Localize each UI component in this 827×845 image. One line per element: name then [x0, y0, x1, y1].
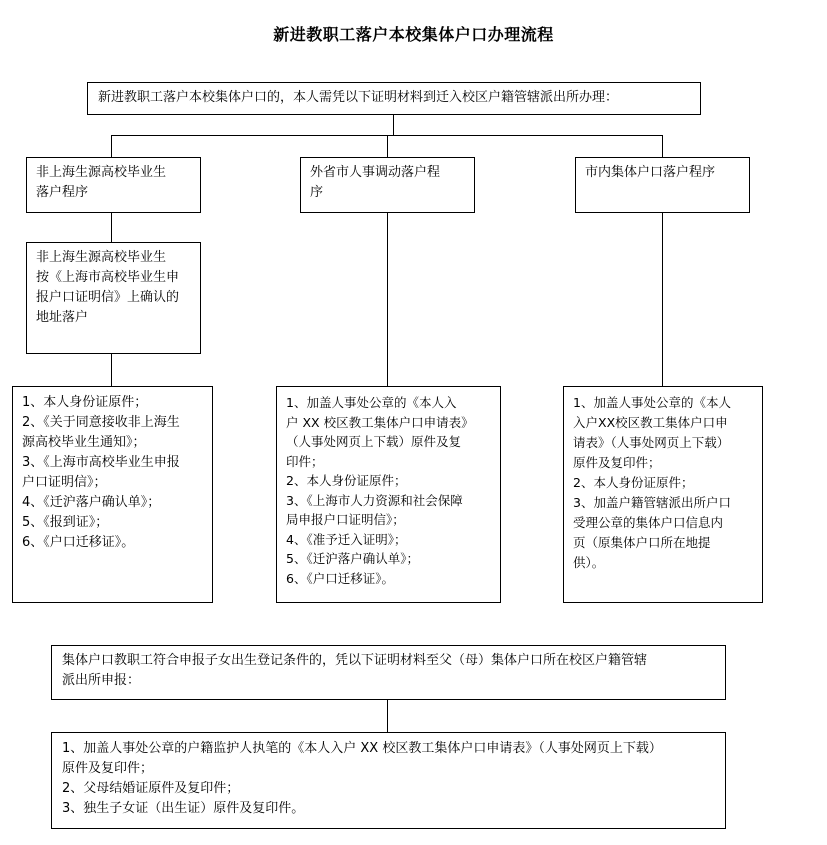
- list-item: 页（原集体户口所在地提: [573, 535, 711, 550]
- middle-branch-header: [300, 157, 475, 213]
- list-item: （人事处网页上下载）原件及复: [286, 434, 462, 449]
- connector-left-note-items: [111, 353, 112, 386]
- header-line: 市内集体户口落户程序: [585, 165, 716, 180]
- connector-child-intro-items: [387, 699, 388, 732]
- list-item: 源高校毕业生通知》；: [22, 435, 146, 450]
- connector-middle-header-items: [387, 212, 388, 386]
- list-item: 3、《上海市人力资源和社会保障: [286, 492, 463, 508]
- connector-left-header-note: [111, 212, 112, 242]
- connector-middle-drop: [387, 135, 388, 157]
- intro-box: [87, 82, 701, 115]
- list-item: 4、《准予迁入证明》；: [286, 531, 407, 547]
- list-item: 5、《报到证》；: [22, 515, 109, 530]
- list-item: 6、《户口迁移证》。: [22, 535, 135, 550]
- list-item: 2、父母结婚证原件及复印件；: [62, 781, 240, 796]
- list-item: 受理公章的集体户口信息内: [573, 515, 724, 530]
- list-item: 6、《户口迁移证》。: [286, 570, 394, 586]
- list-item: 原件及复印件；: [573, 455, 661, 470]
- header-line: 外省市人事调动落户程: [310, 165, 441, 180]
- header-line: 序: [310, 185, 324, 200]
- list-item: 5、《迁沪落户确认单》；: [286, 551, 419, 566]
- list-item: 2、本人身份证原件；: [573, 475, 694, 490]
- connector-intro-down: [393, 114, 394, 136]
- list-item: 入户XX校区教工集体户口申: [573, 415, 728, 430]
- list-item: 户 XX 校区教工集体户口申请表》: [286, 414, 474, 430]
- list-item: 1、加盖人事处公章的《本人: [573, 395, 731, 410]
- list-item: 2、本人身份证原件；: [286, 473, 407, 488]
- child-intro-box: [51, 645, 726, 700]
- connector-right-header-items: [662, 212, 663, 386]
- right-branch-header: [575, 157, 750, 213]
- header-line: 非上海生源高校毕业生: [36, 165, 167, 180]
- note-line: 地址落户: [36, 310, 89, 325]
- note-line: 报户口证明信》上确认的: [36, 290, 180, 305]
- list-item: 1、加盖人事处公章的《本人入: [286, 395, 457, 410]
- intro-text: 新进教职工落户本校集体户口的，本人需凭以下证明材料到迁入校区户籍管辖派出所办理：: [98, 90, 619, 105]
- list-item: 3、《上海市高校毕业生申报: [22, 455, 180, 470]
- list-item: 局申报户口证明信》；: [286, 512, 405, 527]
- list-item: 印件；: [286, 453, 324, 469]
- list-item: 1、本人身份证原件；: [22, 395, 148, 410]
- left-branch-note: [26, 242, 201, 354]
- middle-branch-items: [276, 386, 501, 603]
- right-branch-items: [563, 386, 763, 603]
- list-item: 1、加盖人事处公章的户籍监护人执笔的《本人入户 XX 校区教工集体户口申请表》（人事处网页上下载）: [62, 741, 662, 756]
- header-line: 落户程序: [36, 185, 89, 200]
- list-item: 户口证明信》；: [22, 475, 107, 490]
- child-intro-line: 派出所申报：: [62, 673, 141, 688]
- list-item: 3、加盖户籍管辖派出所户口: [573, 495, 731, 510]
- child-intro-line: 集体户口教职工符合申报子女出生登记条件的，凭以下证明材料至父（母）集体户口所在校区户籍管辖: [62, 653, 648, 668]
- left-branch-header: [26, 157, 201, 213]
- left-branch-items: [12, 386, 213, 603]
- note-line: 非上海生源高校毕业生: [36, 250, 167, 265]
- connector-right-drop: [662, 135, 663, 157]
- list-item: 原件及复印件；: [62, 761, 154, 776]
- list-item: 请表》（人事处网页上下载）: [573, 435, 730, 450]
- list-item: 2、《关于同意接收非上海生: [22, 415, 180, 430]
- list-item: 3、独生子女证（出生证）原件及复印件。: [62, 801, 305, 816]
- child-items-box: [51, 732, 726, 829]
- note-line: 按《上海市高校毕业生申: [36, 270, 180, 285]
- list-item: 供）。: [573, 555, 605, 570]
- connector-left-drop: [111, 135, 112, 157]
- list-item: 4、《迁沪落户确认单》；: [22, 495, 161, 510]
- page-title: 新进教职工落户本校集体户口办理流程: [273, 25, 554, 44]
